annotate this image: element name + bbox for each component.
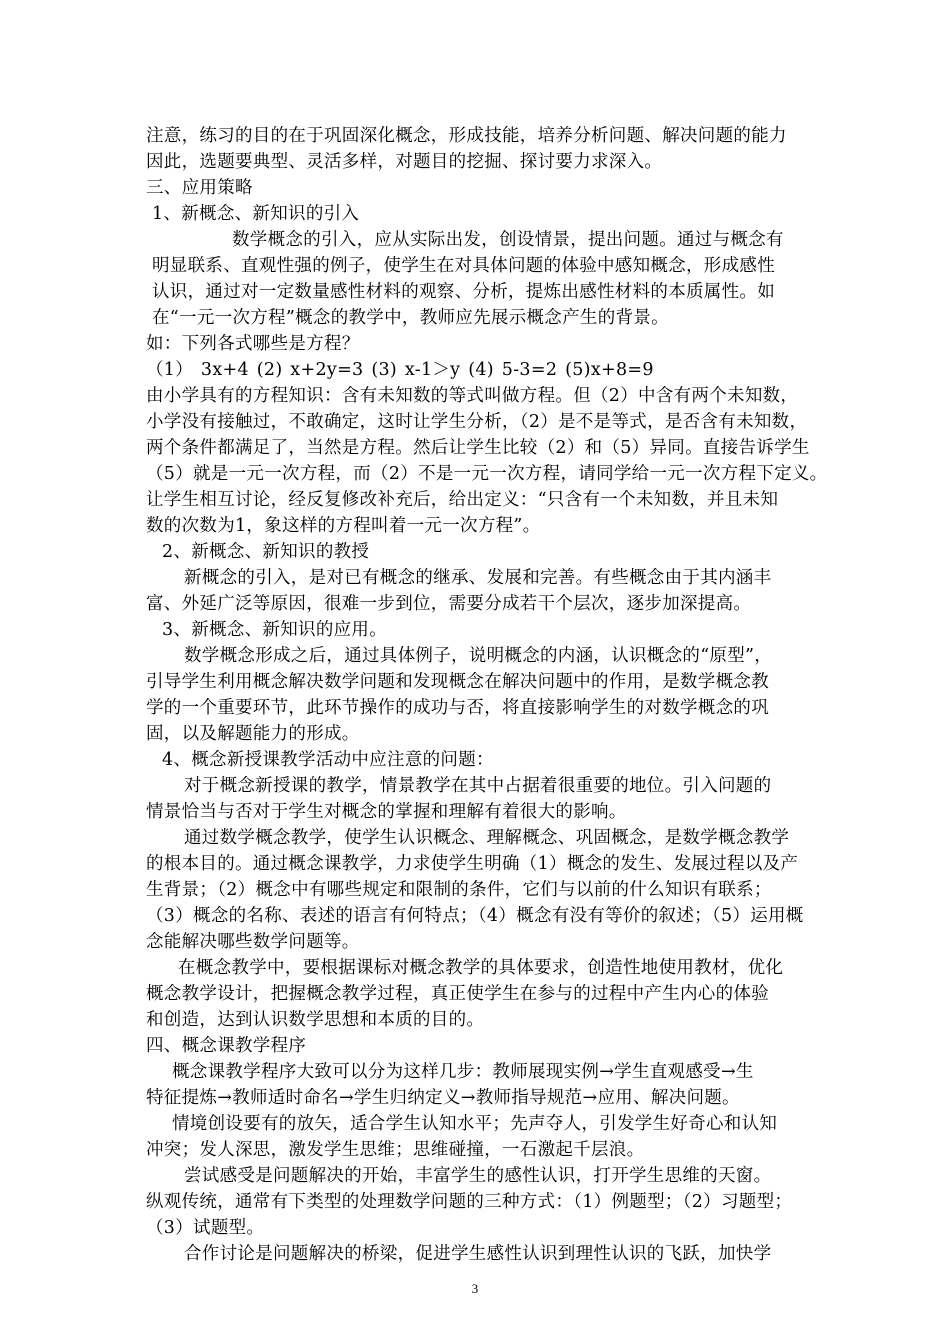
text-line: 因此，选题要典型、灵活多样，对题目的挖掘、探讨要力求深入。: [146, 152, 663, 172]
text-line: （3）试题型。: [146, 1218, 265, 1238]
text-line: 明显联系、直观性强的例子，使学生在对具体问题的体验中感知概念，形成感性: [152, 256, 775, 276]
text-line: 数学概念的引入，应从实际出发，创设情景，提出问题。通过与概念有: [232, 230, 784, 250]
text-line: 概念课教学程序大致可以分为这样几步：教师展现实例→学生直观感受→生: [172, 1062, 754, 1082]
subsection-heading: 1、新概念、新知识的引入: [152, 204, 360, 224]
text-line: 纵观传统，通常有下类型的处理数学问题的三种方式：（1）例题型；（2）习题型；: [146, 1192, 793, 1212]
equation-line: （1） 3x+4 (2) x+2y=3 (3) x-1＞y (4) 5-3=2 (5)x+8=9: [146, 360, 654, 380]
text-line: 的根本目的。通过概念课教学，力求使学生明确（1）概念的发生、发展过程以及产: [146, 854, 799, 874]
text-line: 在概念教学中，要根据课标对概念教学的具体要求，创造性地使用教材，优化: [178, 958, 784, 978]
text-line: 引导学生利用概念解决数学问题和发现概念在解决问题中的作用，是数学概念教: [146, 672, 769, 692]
text-line: 合作讨论是问题解决的桥梁，促进学生感性认识到理性认识的飞跃，加快学: [184, 1244, 772, 1264]
text-line: （3）概念的名称、表述的语言有何特点；（4）概念有没有等价的叙述；（5）运用概: [146, 906, 804, 926]
text-line: 小学没有接触过，不敢确定，这时让学生分析，（2）是不是等式，是否含有未知数，: [146, 412, 808, 432]
text-line: 特征提炼→教师适时命名→学生归纳定义→教师指导规范→应用、解决问题。: [146, 1088, 740, 1108]
text-line: 数学概念形成之后，通过具体例子，说明概念的内涵，认识概念的“原型”，: [184, 646, 773, 666]
text-line: 让学生相互讨论，经反复修改补充后，给出定义：“只含有一个未知数，并且未知: [146, 490, 779, 510]
text-line: 新概念的引入，是对已有概念的继承、发展和完善。有些概念由于其内涵丰: [184, 568, 772, 588]
subsection-heading: 4、概念新授课教学活动中应注意的问题：: [162, 750, 494, 770]
text-line: 念能解决哪些数学问题等。: [146, 932, 360, 952]
text-line: 和创造，达到认识数学思想和本质的目的。: [146, 1010, 485, 1030]
text-line: 如：下列各式哪些是方程？: [146, 334, 360, 354]
text-line: 生背景；（2）概念中有哪些规定和限制的条件，它们与以前的什么知识有联系；: [146, 880, 772, 900]
text-line: 情境创设要有的放矢，适合学生认知水平；先声夺人，引发学生好奇心和认知: [172, 1114, 778, 1134]
subsection-heading: 2、新概念、新知识的教授: [162, 542, 370, 562]
page-number: 3: [471, 1281, 479, 1296]
text-line: 情景恰当与否对于学生对概念的掌握和理解有着很大的影响。: [146, 802, 627, 822]
text-line: 数的次数为1，象这样的方程叫着一元一次方程”。: [146, 516, 541, 536]
text-line: 对于概念新授课的教学，情景教学在其中占据着很重要的地位。引入问题的: [184, 776, 772, 796]
text-line: 富、外延广泛等原因，很难一步到位，需要分成若干个层次，逐步加深提高。: [146, 594, 752, 614]
text-line: 在“一元一次方程”概念的教学中，教师应先展示概念产生的背景。: [152, 308, 669, 328]
subsection-heading: 3、新概念、新知识的应用。: [162, 620, 388, 640]
text-line: 由小学具有的方程知识：含有未知数的等式叫做方程。但（2）中含有两个未知数，: [146, 386, 799, 406]
section-heading: 三、应用策略: [146, 178, 253, 198]
text-line: 尝试感受是问题解决的开始，丰富学生的感性认识，打开学生思维的天窗。: [184, 1166, 772, 1186]
section-heading: 四、概念课教学程序: [146, 1036, 307, 1056]
text-line: 固，以及解题能力的形成。: [146, 724, 360, 744]
text-line: （5）就是一元一次方程，而（2）不是一元一次方程，请同学给一元一次方程下定义。: [146, 464, 828, 484]
text-line: 概念教学设计，把握概念教学过程，真正使学生在参与的过程中产生内心的体验: [146, 984, 769, 1004]
text-line: 两个条件都满足了，当然是方程。然后让学生比较（2）和（5）异同。直接告诉学生: [146, 438, 810, 458]
text-line: 注意，练习的目的在于巩固深化概念，形成技能，培养分析问题、解决问题的能力: [146, 126, 787, 146]
text-line: 通过数学概念教学，使学生认识概念、理解概念、巩固概念，是数学概念教学: [184, 828, 790, 848]
text-line: 学的一个重要环节，此环节操作的成功与否，将直接影响学生的对数学概念的巩: [146, 698, 769, 718]
text-line: 认识，通过对一定数量感性材料的观察、分析，提炼出感性材料的本质属性。如: [152, 282, 775, 302]
text-line: 冲突；发人深思，激发学生思维；思维碰撞，一石激起千层浪。: [146, 1140, 645, 1160]
